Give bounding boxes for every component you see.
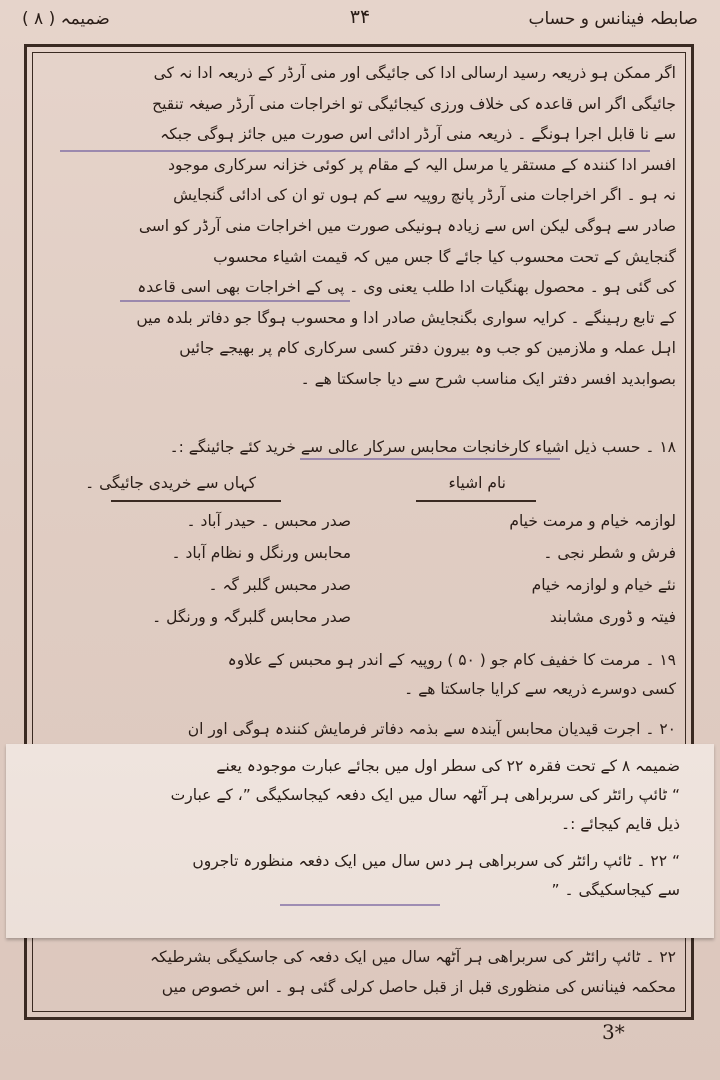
text-line: صادر سے ہوگی لیکن اس سے زیادہ ہونیکی صورت میں اخراجات منی آرڈر کو اسی xyxy=(138,216,676,235)
section-20-paragraph: ۲۰ ۔ اجرت قیدیان محابس آیندہ سے بذمہ دفاتر فرمایش کنندہ ہوگی اور ان xyxy=(187,720,676,738)
row-item: لوازمہ خیام و مرمت خیام xyxy=(509,512,676,530)
section-19-paragraph xyxy=(46,646,676,704)
row-item: نئے خیام و لوازمہ خیام xyxy=(531,576,676,594)
text-line: ضمیمہ ۸ کے تحت فقرہ ۲۲ کی سطر اول میں بجائے عبارت موجودہ یعنے xyxy=(216,757,680,775)
text-line: اہل عملہ و ملازمین کو جب وہ بیرون دفتر کسی سرکاری کام پر بھیجے جائیں xyxy=(179,339,676,358)
table-column-headers xyxy=(46,474,676,500)
column-header-item: نام اشیاء xyxy=(448,474,506,492)
text-line: نہ ہو ۔ اگر اخراجات منی آرڈر پانچ روپیہ سے کم ہوں تو ان کی ادائی گنجایش xyxy=(173,186,676,205)
text-line: کسی دوسرے ذریعہ سے کرایا جاسکتا ھے ۔ xyxy=(404,680,676,698)
text-line: ۲۲ ۔ ٹائپ رائٹر کی سربراھی ہر آٹھہ سال میں ایک دفعہ کی جاسکیگی بشرطیکہ xyxy=(150,948,676,966)
table-row xyxy=(46,544,676,576)
pen-underline xyxy=(280,904,440,906)
text-line: “ ۲۲ ۔ ٹائپ رائٹر کی سربراھی ہر دس سال میں ایک دفعہ منظورہ تاجروں xyxy=(192,852,680,870)
text-line: سے نا قابل اجرا ہونگے ۔ ذریعہ منی آرڈر ادائی اس صورت میں جائز ہوگی جبکہ xyxy=(160,125,676,144)
row-source: صدر محابس گلبرگہ و ورنگل ۔ xyxy=(152,608,351,626)
text-line: بصوابدید افسر دفتر ایک مناسب شرح سے دیا جاسکتا ھے ۔ xyxy=(300,369,676,388)
text-line: محکمہ فینانس کی منظوری قبل از قبل حاصل کرلی گئی ہو ۔ اس خصوص میں xyxy=(161,978,676,996)
text-line: کی گئی ہو ۔ محصول بھنگیات ادا طلب یعنی وی ۔ پی کے اخراجات بھی اسی قاعدہ xyxy=(137,278,676,297)
appendix-label: ضمیمہ ( ۸ ) xyxy=(22,9,110,29)
page-number: ۳۴ xyxy=(349,6,371,28)
text-line: گنجایش کے تحت محسوب کیا جائے گا جس میں کہ قیمت اشیاء محسوب xyxy=(213,247,676,266)
header-underline xyxy=(416,500,536,502)
section-18-heading: ۱۸ ۔ حسب ذیل اشیاء کارخانجات محابس سرکار عالی سے خرید کئے جائینگے :۔ xyxy=(169,438,676,456)
table-row xyxy=(46,608,676,640)
pen-underline xyxy=(300,458,560,460)
text-line: اگر ممکن ہو ذریعہ رسید ارسالی ادا کی جائیگی اور منی آرڈر کے ذریعہ ادا نہ کی xyxy=(153,64,676,82)
text-line: ۱۹ ۔ مرمت کا خفیف کام جو ( ۵۰ ) روپیہ کے اندر ہو محبس کے علاوہ xyxy=(227,651,676,669)
row-source: صدر محبس گلبر گہ ۔ xyxy=(208,576,351,594)
header-underline xyxy=(111,500,281,502)
text-line: سے کیجاسکیگی ۔ ” xyxy=(551,881,680,899)
text-line: جائیگی اگر اس قاعدہ کی خلاف ورزی کیجائیگی تو اخراجات منی آرڈر صیغہ تنقیح xyxy=(152,94,676,113)
purchase-table xyxy=(46,512,676,640)
text-line: کے تابع رہینگے ۔ کرایہ سواری بگنجایش صادر ادا و محسوب ہوگا جو دفاتر بلدہ میں xyxy=(136,308,676,327)
column-header-source: کہاں سے خریدی جائیگی ۔ xyxy=(85,474,256,492)
row-source: صدر محبس ۔ حیدر آباد ۔ xyxy=(186,512,351,530)
table-row xyxy=(46,576,676,608)
pen-underline xyxy=(60,150,650,152)
correction-slip-text xyxy=(34,752,680,905)
section-22-paragraph xyxy=(46,942,676,1002)
row-source: محابس ورنگل و نظام آباد ۔ xyxy=(171,544,351,562)
footer-mark: 3* xyxy=(602,1020,625,1044)
text-line: “ ٹائپ رائٹر کی سربراھی ہر آٹھہ سال میں ایک دفعہ کیجاسکیگی ”، کے عبارت xyxy=(170,786,680,804)
table-row xyxy=(46,512,676,544)
row-item: فرش و شطر نجی ۔ xyxy=(543,544,676,562)
pen-underline xyxy=(120,300,350,302)
row-item: فیتہ و ڈوری مشابند xyxy=(549,608,676,626)
text-line: ذیل قایم کیجائے :۔ xyxy=(561,815,680,833)
correction-slip xyxy=(6,744,714,938)
text-line: افسر ادا کنندہ کے مستقر یا مرسل الیہ کے مقام پر کوئی خزانہ سرکاری موجود xyxy=(168,155,676,174)
running-title: صابطہ فینانس و حساب xyxy=(528,9,698,29)
page-header xyxy=(22,4,698,34)
spacer xyxy=(34,839,680,847)
main-paragraph xyxy=(46,58,676,395)
